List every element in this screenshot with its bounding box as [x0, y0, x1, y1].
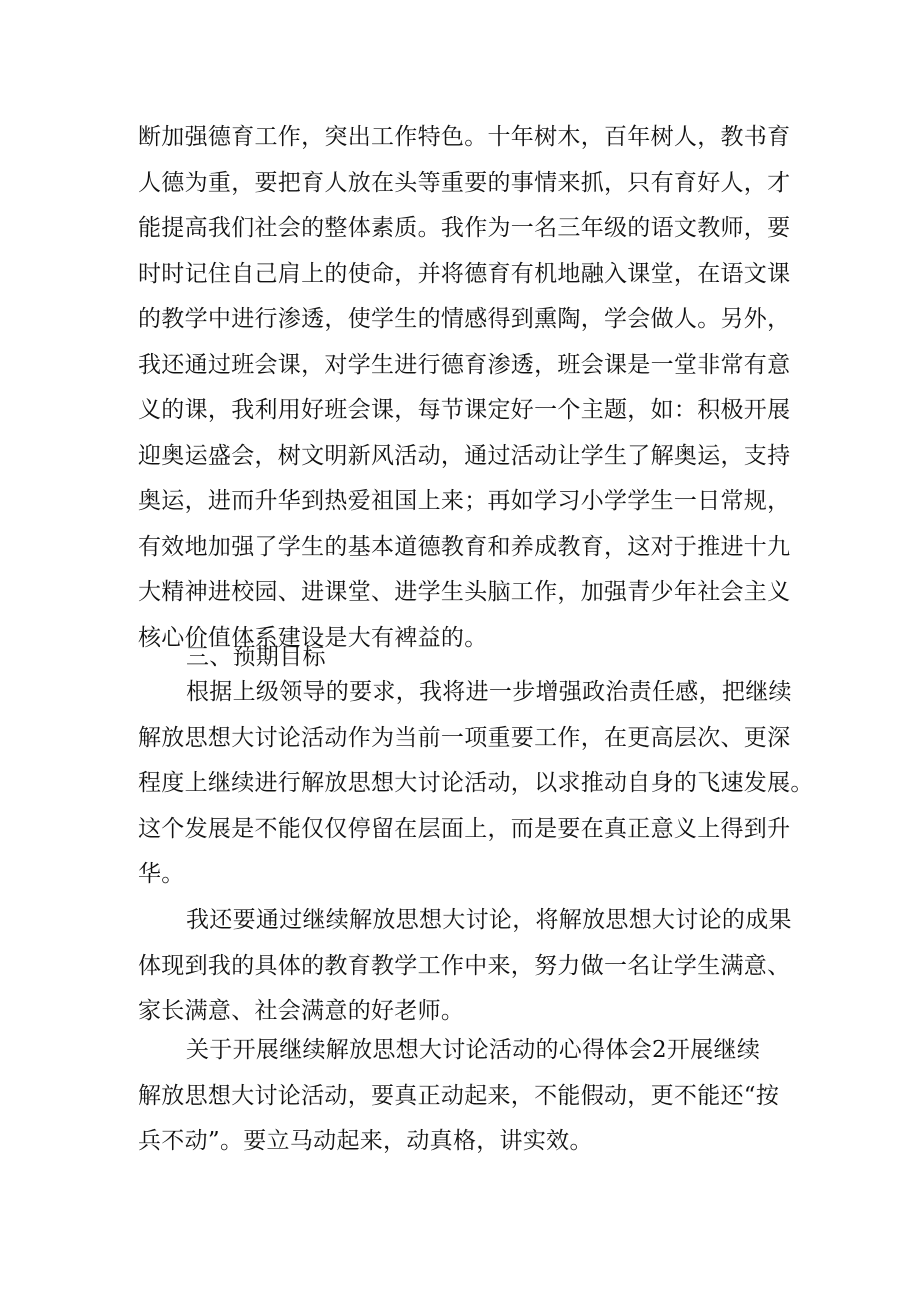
text-line: 华。 — [138, 861, 185, 887]
text-line: 程度上继续进行解放思想大讨论活动，以求推动自身的飞速发展。 — [138, 770, 814, 796]
text-line: 奥运，进而升华到热爱祖国上来；再如学习小学学生一日常规， — [138, 488, 791, 514]
text-line: 断加强德育工作，突出工作特色。十年树木，百年树人，教书育 — [138, 124, 791, 150]
text-line: 能提高我们社会的整体素质。我作为一名三年级的语文教师，要 — [138, 215, 791, 241]
text-line: 家长满意、社会满意的好老师。 — [138, 998, 465, 1024]
paragraph-reflection-2 — [138, 1028, 798, 1165]
paragraph-expected-goals — [138, 670, 814, 898]
text-line: 人德为重，要把育人放在头等重要的事情来抓，只有育好人，才 — [138, 169, 791, 196]
text-line: 体现到我的具体的教育教学工作中来，努力做一名让学生满意、 — [138, 952, 791, 979]
text-line: 的教学中进行渗透，使学生的情感得到熏陶，学会做人。另外， — [138, 306, 791, 332]
text-line: 解放思想大讨论活动，要真正动起来，不能假动，更不能还“按 — [138, 1082, 780, 1109]
text-line: 迎奥运盛会，树文明新风活动，通过活动让学生了解奥运，支持 — [138, 442, 791, 469]
text-line: 解放思想大讨论活动作为当前一项重要工作，在更高层次、更深 — [138, 724, 791, 751]
text-line: 这个发展是不能仅仅停留在层面上，而是要在真正意义上得到升 — [138, 815, 791, 842]
paragraph-moral-education — [138, 115, 798, 661]
section-heading: 三、预期目标 — [186, 644, 326, 670]
text-line: 我还通过班会课，对学生进行德育渗透，班会课是一堂非常有意 — [138, 351, 791, 378]
text-line: 有效地加强了学生的基本道德教育和养成教育，这对于推进十九 — [138, 533, 791, 560]
paragraph-good-teacher — [138, 898, 798, 1035]
text-line: 时时记住自己肩上的使命，并将德育有机地融入课堂，在语文课 — [138, 260, 791, 287]
text-line: 大精神进校园、进课堂、进学生头脑工作，加强青少年社会主义 — [138, 579, 791, 605]
text-line: 我还要通过继续解放思想大讨论，将解放思想大讨论的成果 — [186, 907, 792, 933]
text-line: 根据上级领导的要求，我将进一步增强政治责任感，把继续 — [186, 679, 792, 705]
text-line: 义的课，我利用好班会课，每节课定好一个主题，如：积极开展 — [138, 397, 791, 423]
text-line: 关于开展继续解放思想大讨论活动的心得体会2开展继续 — [186, 1037, 761, 1063]
text-line: 核心价值体系建设是大有裨益的。 — [138, 624, 488, 651]
text-line: 兵不动”。要立马动起来，动真格，讲实效。 — [138, 1128, 593, 1154]
